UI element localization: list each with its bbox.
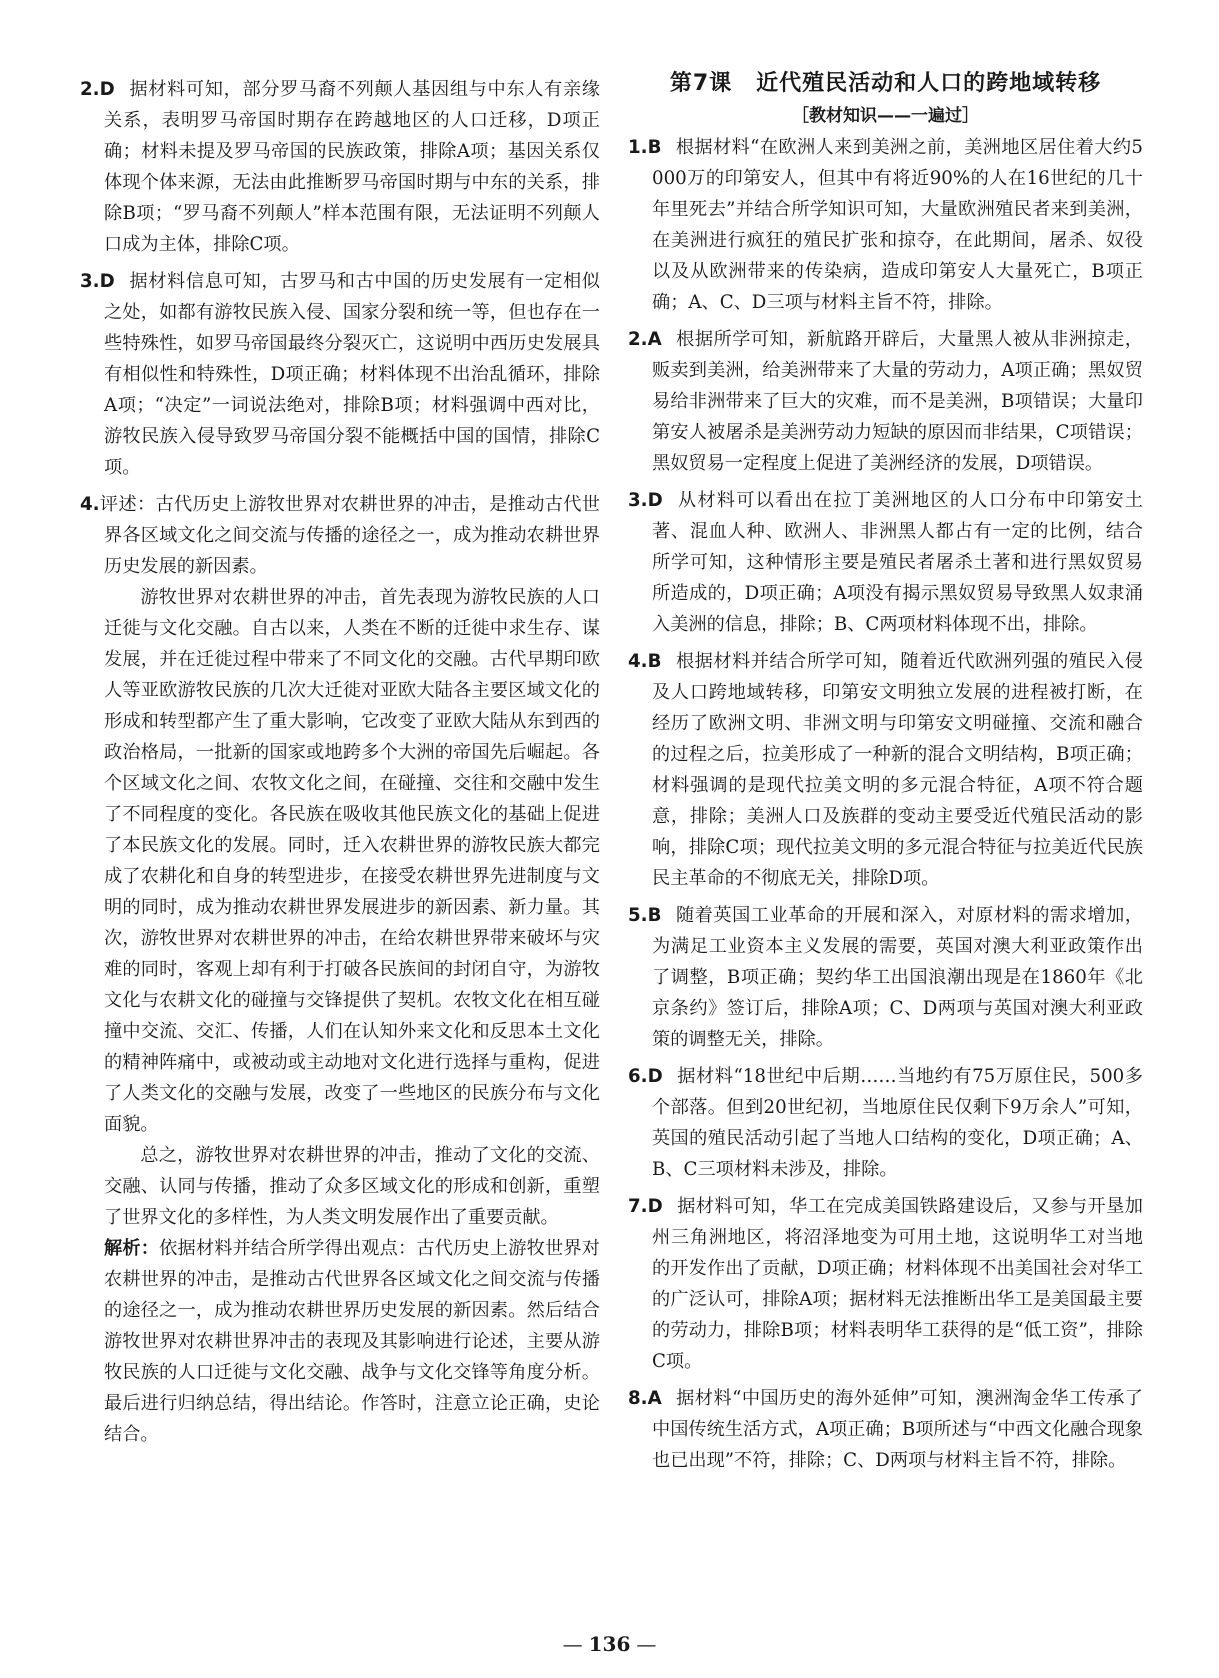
item-answer: D bbox=[647, 1066, 663, 1087]
essay-paragraph-2: 总之，游牧世界对农耕世界的冲击，推动了文化的交流、交融、认同与传播，推动了众多区域文化的形成和创新，重塑了世界文化的多样性，为人类文明发展作出了重要贡献。 bbox=[104, 1145, 600, 1228]
answer-item-3 bbox=[80, 266, 600, 483]
item-answer: A bbox=[647, 329, 662, 350]
analysis-block bbox=[80, 1233, 600, 1450]
item-answer: D bbox=[99, 79, 115, 100]
item-answer: D bbox=[647, 1196, 663, 1217]
analysis-text: 依据材料并结合所学得出观点：古代历史上游牧世界对农耕世界的冲击，是推动古代世界各区域文化之间交流与传播的途径之一，成为推动农耕世界历史发展的新因素。然后结合游牧世界对农耕世界冲击的表现及其影响进行论述，主要从游牧民族的人口迁徙与文化交融、战争与文化交锋等角度分析。最后进行归纳总结，得出结论。作答时，注意立论正确，史论结合。 bbox=[104, 1238, 600, 1445]
item-explanation: 根据材料“在欧洲人来到美洲之前，美洲地区居住着大约5 000万的印第安人，但其中有将近90%的人在16世纪的几十年里死去”并结合所学知识可知，大量欧洲殖民者来到美洲，在美洲进行疯狂的殖民扩张和掠夺，在此期间，屠杀、奴役以及从欧洲带来的传染病，造成印第安人大量死亡，B项正确；A、C、D三项与材料主旨不符，排除。 bbox=[652, 137, 1143, 313]
item-number: 8. bbox=[628, 1388, 648, 1409]
item-explanation: 根据材料并结合所学可知，随着近代欧洲列强的殖民入侵及人口跨地域转移，印第安文明独立发展的进程被打断，在经历了欧洲文明、非洲文明与印第安文明碰撞、交流和融合的过程之后，拉美形成了一种新的混合文明结构，B项正确；材料强调的是现代拉美文明的多元混合特征，A项不符合题意，排除；美洲人口及族群的变动主要受近代殖民活动的影响，排除C项；现代拉美文明的多元混合特征与拉美近代民族民主革命的不彻底无关，排除D项。 bbox=[652, 651, 1143, 889]
item-number: 3. bbox=[628, 490, 648, 511]
page-dash-left: — bbox=[562, 1632, 583, 1656]
page-dash-right: — bbox=[636, 1632, 657, 1656]
item-number: 2. bbox=[628, 329, 648, 350]
item-explanation: 据材料信息可知，古罗马和古中国的历史发展有一定相似之处，如都有游牧民族入侵、国家分裂和统一等，但也存在一些特殊性，如罗马帝国最终分裂灭亡，这说明中西历史发展具有相似性和特殊性，D项正确；材料体现不出治乱循环，排除A项；“决定”一词说法绝对，排除B项；材料强调中西对比，游牧民族入侵导致罗马帝国分裂不能概括中国的国情，排除C项。 bbox=[104, 271, 600, 478]
section-subheading: ［教材知识——一遍过］ bbox=[792, 106, 979, 126]
lesson-title bbox=[628, 66, 1143, 97]
item-answer: B bbox=[647, 905, 662, 926]
lesson-name: 近代殖民活动和人口的跨地域转移 bbox=[756, 71, 1102, 96]
lesson-number: 第7课 bbox=[669, 71, 733, 96]
answer-item-8 bbox=[628, 1383, 1143, 1476]
item-number: 5. bbox=[628, 905, 648, 926]
item-explanation: 从材料可以看出在拉丁美洲地区的人口分布中印第安土著、混血人种、欧洲人、非洲黑人都占有一定的比例，结合所学可知，这种情形主要是殖民者屠杀土著和进行黑奴贸易所造成的，D项正确；A项没有揭示黑奴贸易导致黑人奴隶涌入美洲的信息，排除；B、C两项材料体现不出，排除。 bbox=[652, 490, 1143, 635]
item-explanation: 据材料可知，部分罗马裔不列颠人基因组与中东人有亲缘关系，表明罗马帝国时期存在跨越地区的人口迁移，D项正确；材料未提及罗马帝国的民族政策，排除A项；基因关系仅体现个体来源，无法由此推断罗马帝国时期与中东的关系，排除B项；“罗马裔不列颠人”样本范围有限，无法证明不列颠人口成为主体，排除C项。 bbox=[104, 79, 600, 255]
essay-lead: 评述：古代历史上游牧世界对农耕世界的冲击，是推动古代世界各区域文化之间交流与传播的途径之一，成为推动农耕世界历史发展的新因素。 bbox=[99, 494, 600, 577]
left-column bbox=[80, 74, 600, 1456]
item-number: 4. bbox=[80, 494, 100, 515]
answer-item-3 bbox=[628, 485, 1143, 640]
item-number: 2. bbox=[80, 79, 100, 100]
item-explanation: 据材料“中国历史的海外延伸”可知，澳洲淘金华工传承了中国传统生活方式，A项正确；B项所述与“中西文化融合现象也已出现”不符，排除；C、D两项与材料主旨不符，排除。 bbox=[652, 1388, 1143, 1471]
item-answer: B bbox=[647, 137, 662, 158]
answer-item-1 bbox=[628, 132, 1143, 318]
page-number-value: 136 bbox=[588, 1632, 631, 1656]
item-number: 1. bbox=[628, 137, 648, 158]
item-explanation: 据材料“18世纪中后期……当地约有75万原住民，500多个部落。但到20世纪初，当地原住民仅剩下9万余人”可知，英国的殖民活动引起了当地人口结构的变化，D项正确；A、B、C三项材料未涉及，排除。 bbox=[652, 1066, 1143, 1180]
analysis-label: 解析： bbox=[104, 1238, 160, 1259]
essay-paragraph-1: 游牧世界对农耕世界的冲击，首先表现为游牧民族的人口迁徙与文化交融。自古以来，人类在不断的迁徙中求生存、谋发展，并在迁徙过程中带来了不同文化的交融。古代早期印欧人等亚欧游牧民族的几次大迁徙对亚欧大陆各主要区域文化的形成和转型都产生了重大影响，它改变了亚欧大陆从东到西的政治格局，一批新的国家或地跨多个大洲的帝国先后崛起。各个区域文化之间、农牧文化之间，在碰撞、交往和交融中发生了不同程度的变化。各民族在吸收其他民族文化的基础上促进了本民族文化的发展。同时，迁入农耕世界的游牧民族大都完成了农耕化和自身的转型进步，在接受农耕世界先进制度与文明的同时，成为推动农耕世界发展进步的新因素、新力量。其次，游牧世界对农耕世界的冲击，在给农耕世界带来破坏与灾难的同时，客观上却有利于打破各民族间的封闭自守，为游牧文化与农耕文化的碰撞与交锋提供了契机。农牧文化在相互碰撞中交流、交汇、传播，人们在认知外来文化和反思本土文化的精神阵痛中，或被动或主动地对文化进行选择与重构，促进了人类文化的交融与发展，改变了一些地区的民族分布与文化面貌。 bbox=[104, 587, 600, 1135]
item-answer: D bbox=[99, 271, 115, 292]
right-column bbox=[628, 71, 1143, 1482]
answer-item-4 bbox=[80, 489, 600, 582]
item-answer: A bbox=[647, 1388, 662, 1409]
answer-item-2 bbox=[80, 74, 600, 260]
item-number: 4. bbox=[628, 651, 648, 672]
item-explanation: 随着英国工业革命的开展和深入，对原材料的需求增加，为满足工业资本主义发展的需要，英国对澳大利亚政策作出了调整，B项正确；契约华工出国浪潮出现是在1860年《北京条约》签订后，排除A项；C、D两项与英国对澳大利亚政策的调整无关，排除。 bbox=[652, 905, 1143, 1050]
item-number: 3. bbox=[80, 271, 100, 292]
answer-item-5 bbox=[628, 900, 1143, 1055]
item-number: 7. bbox=[628, 1196, 648, 1217]
item-answer: B bbox=[647, 651, 662, 672]
answer-item-4 bbox=[628, 646, 1143, 894]
answer-item-6 bbox=[628, 1061, 1143, 1185]
item-explanation: 据材料可知，华工在完成美国铁路建设后，又参与开垦加州三角洲地区，将沼泽地变为可用土地，这说明华工对当地的开发作出了贡献，D项正确；材料体现不出美国社会对华工的广泛认可，排除A项；据材料无法推断出华工是美国最主要的劳动力，排除B项；材料表明华工获得的是“低工资”，排除C项。 bbox=[652, 1196, 1143, 1372]
item-number: 6. bbox=[628, 1066, 648, 1087]
page-number bbox=[0, 1632, 1219, 1656]
answer-item-2 bbox=[628, 324, 1143, 479]
item-explanation: 根据所学可知，新航路开辟后，大量黑人被从非洲掠走，贩卖到美洲，给美洲带来了大量的劳动力，A项正确；黑奴贸易给非洲带来了巨大的灾难，而不是美洲，B项错误；大量印第安人被屠杀是美洲劳动力短缺的原因而非结果，C项错误；黑奴贸易一定程度上促进了美洲经济的发展，D项错误。 bbox=[652, 329, 1143, 474]
answer-item-7 bbox=[628, 1191, 1143, 1377]
item-answer: D bbox=[647, 490, 663, 511]
